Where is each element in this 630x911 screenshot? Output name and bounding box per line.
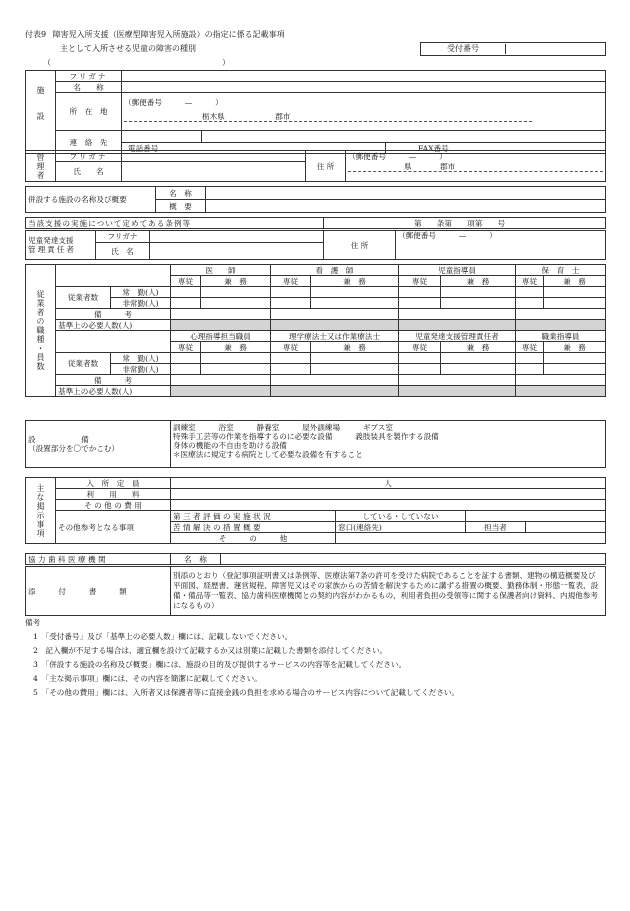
manager-address-field[interactable]: （郵便番号 — ） [396,231,606,260]
required-label-2: 基準上の必要人数(人) [56,386,171,397]
facility-furigana-field[interactable] [122,71,606,82]
col-part: 兼 務 [311,342,399,353]
col-full: 専従 [171,276,201,287]
person-in-charge-label: 担当者 [466,522,526,533]
equipment-options[interactable] [171,421,606,468]
required-label: 基準上の必要人数(人) [56,320,171,331]
employee-count-label: 従業者数 [56,287,111,309]
complaint-label: 苦 情 解 決 の 措 置 概 要 [171,522,336,533]
complaint-window[interactable]: 窓口(連絡先) [336,522,466,533]
job-child-instructor: 児童指導員 [399,265,516,276]
admin-group-label: 管理者 [26,151,56,182]
others-field[interactable] [336,533,606,544]
facility-fax[interactable]: FAX番号 [386,143,606,154]
facility-table [25,70,606,154]
manager-label: 児童発達支援 管理責任者 [26,231,96,260]
manager-name-label: 氏 名 [96,243,150,260]
equipment-line: ＊医療法に規定する病院として必要な設備を有すること [173,450,363,459]
capacity-field[interactable]: 人 [171,478,606,489]
reception-number-field[interactable] [507,43,603,55]
third-party-label: 第 三 者 評 価 の 実 施 状 況 [171,511,336,522]
facility-address-field[interactable] [122,112,606,131]
form-title: 障害児入所支援（医療型障害児入所施設）の指定に係る記載事項 [52,30,285,39]
job-psych: 心理指導担当職員 [171,331,271,342]
other-costs-field[interactable] [171,500,606,511]
col-full: 専従 [271,276,311,287]
facility-location-label: 所 在 地 [56,93,122,131]
equipment-line: 身体の機能の不自由を助ける設備 [173,441,287,450]
combined-name-label: 名 称 [156,187,206,200]
postings-group-label: 主な掲示事項 [26,478,56,544]
admin-address-field[interactable] [346,162,606,182]
combined-overview-field[interactable] [206,200,606,213]
admin-furigana-field[interactable] [122,151,306,162]
note-item: 1 「受付番号」及び「基準上の必要人数」欄には、記載しないでください。 [33,632,293,641]
others-label: そ の 他 [171,533,336,544]
job-vocational: 職業指導員 [516,331,606,342]
combined-label: 併設する施設の名称及び概要 [26,187,156,213]
attachments-table [25,566,606,616]
manager-furigana-field[interactable] [150,231,324,243]
admin-postal[interactable]: （郵便番号 — ） [346,151,606,162]
ordinance-label: 当該支援の実施について定めてある条例等 [26,218,324,229]
equipment-label: 設 備 （設置部分を〇でかこむ） [26,421,171,468]
attachments-text: 別添のとおり（登記事項証明書又は条例等、医療法第7条の許可を受けた病院であることを証する書類、建物の構造概要及び平面図、経歴書、運営規程、障害児又はその家族からの苦情を解決するために講ずる措置の概要、勤務体制・形態一覧表、設備・備品等一覧表、協力歯科医療機関との契約内容がわかるもの、利用者負担の受領等に関する保護者向け資料、内規他参考になるもの） [171,567,606,616]
col-full: 専従 [516,276,544,287]
col-full: 専従 [271,342,311,353]
col-part: 兼 務 [311,276,399,287]
attachments-label: 添 付 書 類 [26,567,171,616]
col-part: 兼 務 [544,276,606,287]
dental-label: 協 力 歯 科 医 療 機 関 [26,554,171,565]
admin-furigana-label: フリガナ [56,151,122,162]
admin-address-label: 住 所 [306,151,346,182]
manager-furigana-label: フリガナ [96,231,150,243]
employee-count-label-2: 従業者数 [56,353,111,375]
job-nurse: 看 護 師 [271,265,399,276]
paren-open: （ [43,58,51,67]
reception-box [420,42,606,56]
facility-postal[interactable]: （郵便番号 — ） [122,93,606,112]
fulltime-label: 常 勤(人) [111,287,171,298]
col-part: 兼 務 [441,276,516,287]
combined-overview-label: 概 要 [156,200,206,213]
col-full: 専従 [399,276,441,287]
admin-city: 郡市 [440,161,456,171]
manager-address-label: 住 所 [324,231,396,260]
reception-label: 受付番号 [421,44,506,54]
fee-label: 利 用 料 [56,489,171,500]
dental-name-field[interactable] [221,554,606,565]
col-full: 専従 [171,342,201,353]
form-number: 付表9 [25,30,47,39]
equipment-table [25,420,606,468]
admin-prefecture: 県 [404,161,412,171]
equipment-line: 訓練室 浴室 静養室 屋外訓練場 ギブス室 [173,423,393,432]
other-ref-label: その他参考となる事項 [56,511,171,544]
parttime-label: 非常勤(人) [111,298,171,309]
main-disability-label: 主として入所させる児童の障害の種別 [60,44,196,53]
manager-table [25,230,606,260]
col-part: 兼 務 [201,342,271,353]
remarks-label: 備 考 [56,309,171,320]
remarks-label-2: 備 考 [56,375,171,386]
fulltime-label-2: 常 勤(人) [111,353,171,364]
notes-section [25,616,459,700]
combined-table [25,186,606,213]
combined-name-field[interactable] [206,187,606,200]
facility-city: 郡市 [275,111,291,121]
ordinance-table [25,217,606,229]
note-item: 2 記入欄が不足する場合は、適宜欄を設けて記載するか又は別葉に記載した書類を添付してください。 [33,646,388,655]
capacity-label: 入 所 定 員 [56,478,171,489]
facility-contact-label: 連 絡 先 [56,131,122,154]
dental-name-label: 名 称 [171,554,221,565]
facility-prefecture: 栃木県 [202,111,225,121]
col-part: 兼 務 [441,342,516,353]
col-part: 兼 務 [201,276,271,287]
staff-group-label: 従業者の職種・員数 [26,265,56,397]
col-part: 兼 務 [544,342,606,353]
fee-field[interactable] [171,489,606,500]
job-nursery-teacher: 保 育 士 [516,265,606,276]
note-item: 3 「併設する施設の名称及び概要」欄には、施設の目的及び提供するサービスの内容等を記載してください。 [33,660,407,669]
facility-phone[interactable]: 電話番号 [122,143,386,154]
other-costs-label: そ の 他 の 費 用 [56,500,171,511]
job-therapist: 理学療法士又は作業療法士 [271,331,399,342]
note-item: 5 「その他の費用」欄には、入所者又は保護者等に直接金銭の負担を求める場合のサービス内容について記載してください。 [33,688,460,697]
job-doctor: 医 師 [171,265,271,276]
dental-table [25,553,606,565]
form-title-line [25,30,285,39]
col-full: 専従 [399,342,441,353]
facility-name-field[interactable] [122,82,606,93]
col-full: 専従 [516,342,544,353]
equipment-line: 特殊手工芸等の作業を指導するのに必要な設備 義肢装具を製作する設備 [173,432,439,441]
job-manager: 児童発達支援管理責任者 [399,331,516,342]
facility-furigana-label: フリガナ [56,71,122,82]
postings-table [25,477,606,544]
paren-close: ） [222,58,230,67]
parttime-label-2: 非常勤(人) [111,364,171,375]
admin-name-field[interactable] [122,162,306,182]
notes-title: 備考 [25,618,41,627]
facility-group-label: 施設 [26,71,56,154]
staff-table [25,264,606,397]
person-in-charge-field[interactable] [526,522,606,533]
note-item: 4 「主な掲示事項」欄には、その内容を簡潔に記載してください。 [33,674,262,683]
admin-name-label: 氏 名 [56,162,122,182]
facility-name-label: 名 称 [56,82,122,93]
third-party-value[interactable]: している・していない [336,511,466,522]
ordinance-article[interactable]: 第 条第 項第 号 [324,218,606,229]
manager-name-field[interactable] [150,243,324,260]
admin-table [25,150,606,182]
